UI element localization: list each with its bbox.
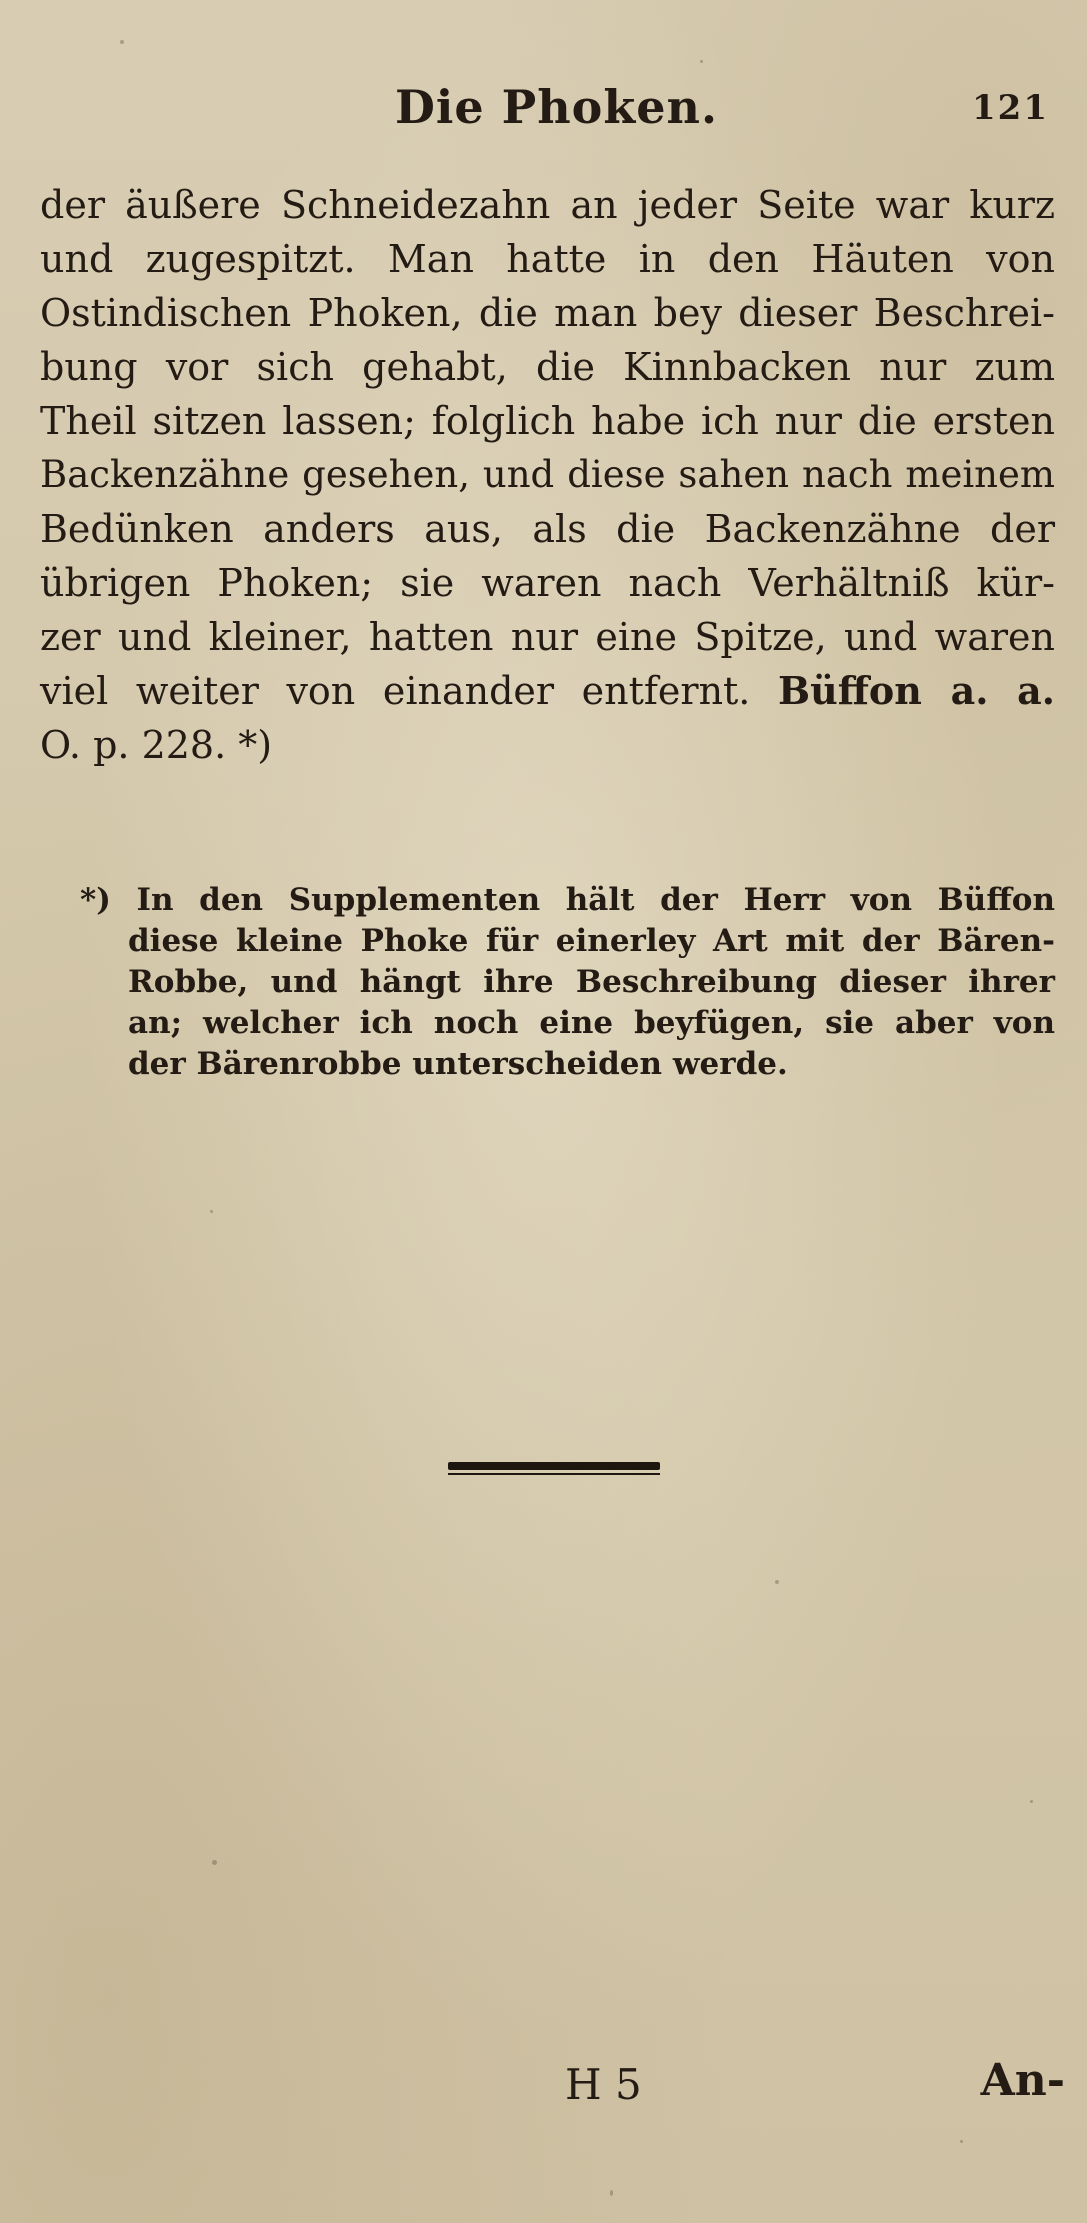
text-line: übrigen Phoken; sie waren nach Verhältniß kür- bbox=[40, 561, 1055, 605]
footnote-line: an; welcher ich noch eine beyfügen, sie aber von bbox=[128, 1005, 1055, 1041]
text-line: zer und kleiner, hatten nur eine Spitze, und waren bbox=[40, 615, 1055, 659]
text-line: und zugespitzt. Man hatte in den Häuten von bbox=[40, 237, 1055, 281]
text-line: Theil sitzen lassen; folglich habe ich nur die ersten bbox=[40, 399, 1055, 443]
catchword: An- bbox=[980, 2055, 1065, 2106]
footnote bbox=[80, 880, 1055, 1085]
paper-speck bbox=[210, 1210, 213, 1213]
text-line: Ostindischen Phoken, die man bey dieser Beschrei- bbox=[40, 291, 1055, 335]
signature-mark: H 5 bbox=[565, 2060, 642, 2109]
text-line-fragment: viel weiter von einander entfernt. bbox=[40, 669, 751, 713]
footnote-line: *) In den Supplementen hält der Herr von Büffon bbox=[80, 882, 1055, 918]
text-line: Backenzähne gesehen, und diese sahen nach meinem bbox=[40, 453, 1055, 496]
section-divider-rule bbox=[448, 1462, 660, 1476]
paper-speck bbox=[1030, 1800, 1033, 1803]
divider-thin-line bbox=[448, 1473, 660, 1475]
citation-reference: O. p. 228. *) bbox=[40, 723, 273, 767]
footnote-line: Robbe, und hängt ihre Beschreibung dieser ihrer bbox=[128, 964, 1055, 1000]
paper-speck bbox=[610, 2190, 613, 2196]
footnote-line: der Bärenrobbe unterscheiden werde. bbox=[128, 1046, 788, 1082]
page-header bbox=[0, 70, 1087, 140]
author-citation: Büffon a. a. bbox=[777, 668, 1055, 713]
text-line: bung vor sich gehabt, die Kinnbacken nur zum bbox=[40, 345, 1055, 389]
paper-speck bbox=[775, 1580, 779, 1584]
text-line-with-citation bbox=[40, 664, 1055, 718]
text-line: Bedünken anders aus, als die Backenzähne der bbox=[40, 507, 1055, 551]
page-number: 121 bbox=[972, 88, 1049, 128]
footnote-line: diese kleine Phoke für einerley Art mit der Bären- bbox=[128, 923, 1055, 959]
running-title: Die Phoken. bbox=[395, 80, 718, 134]
text-line: der äußere Schneidezahn an jeder Seite war kurz bbox=[40, 183, 1055, 227]
paper-speck bbox=[212, 1860, 217, 1865]
main-text bbox=[40, 178, 1055, 772]
paper-speck bbox=[960, 2140, 963, 2143]
divider-thick-line bbox=[448, 1462, 660, 1470]
paper-speck bbox=[120, 40, 124, 44]
paper-speck bbox=[700, 60, 703, 63]
